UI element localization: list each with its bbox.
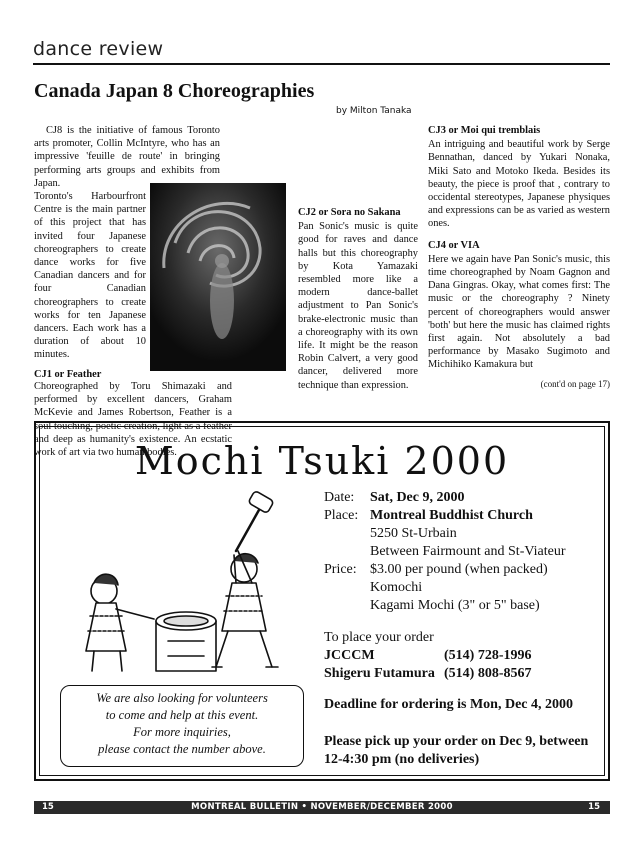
byline: by Milton Tanaka (336, 106, 412, 116)
date-row (324, 489, 566, 507)
contact-phone: (514) 808-8567 (444, 666, 532, 681)
page-footer (34, 801, 610, 814)
mochi-pounding-illustration (76, 491, 316, 679)
continued-note: (cont'd on page 17) (540, 378, 610, 389)
volunteer-line: For more inquiries, (133, 725, 231, 739)
place-row (324, 507, 566, 525)
section-rule (33, 63, 610, 65)
contact-phone: (514) 728-1996 (444, 648, 532, 663)
place-label: Place: (324, 508, 359, 523)
page-number-right: 15 (588, 802, 600, 812)
item-kagami-mochi: Kagami Mochi (3" or 5" base) (370, 598, 540, 613)
order-deadline: Deadline for ordering is Mon, Dec 4, 2000 (324, 697, 573, 712)
address-line-2: Between Fairmount and St-Viateur (370, 544, 566, 559)
cj2-paragraph: Pan Sonic's music is quite good for raves and dance halls but this choreography by Kota Yamazaki resembled more like a modern dance-ballet adjustment to Pan Sonic's brake-electronic music than a choreography with its own life. It might be the reason Robin Calvert, a very good dancer, delivered more technique than expression. (298, 221, 418, 391)
cj3-heading: CJ3 or Moi qui tremblais (428, 125, 541, 136)
cj1-paragraph: Choreographed by Toru Shimazaki and performed by excellent dancers, Graham McKevie and James Robertson, Feather is a soul touching, poetic creation, light as a feather and deep as humanity's existence. An ecstatic work of art via two human bodies. (34, 381, 232, 459)
publication-info: MONTREAL BULLETIN • NOVEMBER/DECEMBER 2000 (191, 802, 453, 812)
intro-paragraph-top: CJ8 is the initiative of famous Toronto arts promoter, Collin McIntyre, who has an impressive 'feuille de route' in bringing performing arts groups and exhibits from Japan. (34, 125, 220, 189)
cj3-paragraph: An intriguing and beautiful work by Serge Bennathan, danced by Yukari Nonaka, Miki Sato and Motoko Ikeda. Besides its beauty, the piece is proof that , contrary to occidental stereotypes, Japanese physiques and expressions can be as varied as western ones. (428, 139, 610, 230)
ad-title: Mochi Tsuki 2000 (134, 439, 510, 483)
article-column-3 (428, 124, 610, 391)
volunteer-callout (60, 685, 304, 767)
order-info (324, 629, 532, 683)
cj4-paragraph: Here we again have Pan Sonic's music, this time choreographed by Noam Gagnon and Dana Gingras. Okay, what comes first: The music or the choreography ? Ninety percent of choreographers would answer 'both' but here the music has claimed rights first again. Not absolutely a bad performance by Masako Sugimoto and Michihiko Kamakura but (428, 253, 610, 371)
order-intro: To place your order (324, 630, 434, 645)
date-label: Date: (324, 490, 355, 505)
volunteer-line: to come and help at this event. (105, 708, 259, 722)
contact-name: JCCCM (324, 648, 375, 663)
photo-wrap-text (34, 190, 146, 362)
page-number-left: 15 (42, 802, 54, 812)
address-line-1: 5250 St-Urbain (370, 526, 457, 541)
price-label: Price: (324, 562, 357, 577)
contact-name: Shigeru Futamura (324, 666, 435, 681)
dance-photo (150, 183, 286, 371)
item-komochi: Komochi (370, 580, 423, 595)
event-details (324, 489, 566, 615)
dance-photo-image (150, 183, 286, 371)
volunteer-line: please contact the number above. (98, 742, 266, 756)
pickup-instructions: Please pick up your order on Dec 9, between 12-4:30 pm (no deliveries) (324, 734, 589, 767)
contact-row (324, 647, 532, 665)
price-row (324, 561, 566, 579)
cj2-heading: CJ2 or Sora no Sakana (298, 207, 401, 218)
cj4-heading: CJ4 or VIA (428, 239, 480, 251)
section-heading: dance review (33, 38, 164, 60)
contact-row (324, 665, 532, 683)
article-title: Canada Japan 8 Choreographies (34, 80, 315, 102)
cj1-heading: CJ1 or Feather (34, 368, 102, 380)
date-value: Sat, Dec 9, 2000 (370, 490, 465, 505)
mochi-tsuki-advertisement (34, 421, 610, 781)
price-value: $3.00 per pound (when packed) (370, 562, 548, 577)
place-value: Montreal Buddhist Church (370, 508, 533, 523)
article-column-2 (298, 206, 418, 392)
intro-paragraph-wrap: Toronto's Harbourfront Centre is the main partner of this project that has invited four Japanese choreographers to create dance works for five Canadian dancers and for four Canadian choreographers to create works for ten Japanese dancers. Each work has a duration of about 10 minutes. (34, 191, 146, 361)
volunteer-line: We are also looking for volunteers (96, 691, 268, 705)
